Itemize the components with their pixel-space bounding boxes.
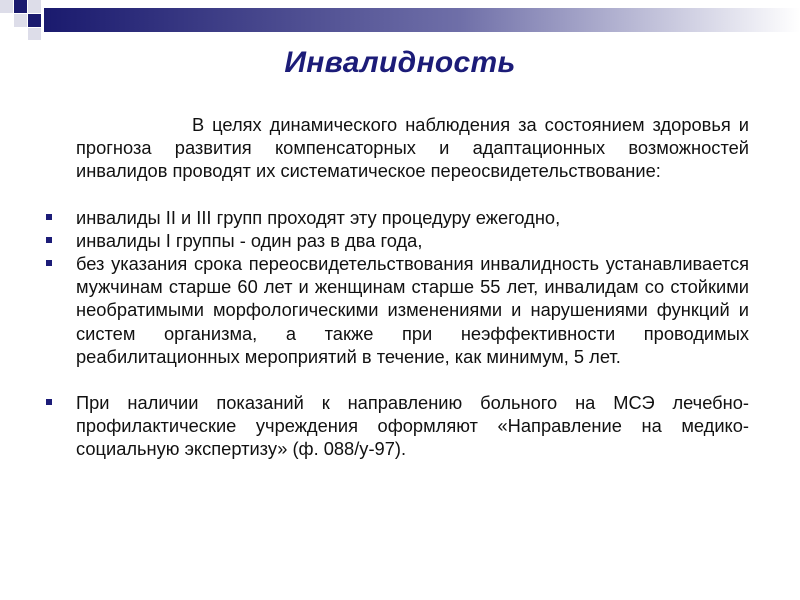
list-item-text: инвалиды I группы - один раз в два года, [76, 229, 423, 251]
list-item [76, 252, 749, 368]
bullet-icon [46, 260, 52, 266]
bullet-list [76, 206, 749, 461]
bullet-icon [46, 237, 52, 243]
list-item-text: инвалиды II и III групп проходят эту процедуру ежегодно, [76, 206, 561, 228]
bullet-icon [46, 214, 52, 220]
list-item [76, 206, 749, 229]
list-item [76, 229, 749, 252]
header-decoration [0, 0, 800, 40]
list-item [76, 391, 749, 461]
list-item-text: без указания срока переосвидетельствования инвалидность устанавливается мужчинам старше 60 лет и женщинам старше 55 лет, инвалидам со стойкими необратимыми морфологическими изменениями и нарушениями функций и систем организма, а также при неэффективности проводимых реабилитационных мероприятий в течение, как минимум, 5 лет. [76, 253, 749, 367]
intro-paragraph: В целях динамического наблюдения за состоянием здоровья и прогноза развития компенсаторных и адаптационных возможностей инвалидов проводят их систематическое переосвидетельствование: [76, 114, 749, 182]
slide-content [76, 113, 749, 461]
list-item-text: При наличии показаний к направлению больного на МСЭ лечебно-профилактические учреждения оформляют «Направление на медико-социальную экспертизу» (ф. 088/у-97). [76, 392, 749, 460]
slide-title: Инвалидность [284, 46, 516, 79]
bullet-icon [46, 399, 52, 405]
